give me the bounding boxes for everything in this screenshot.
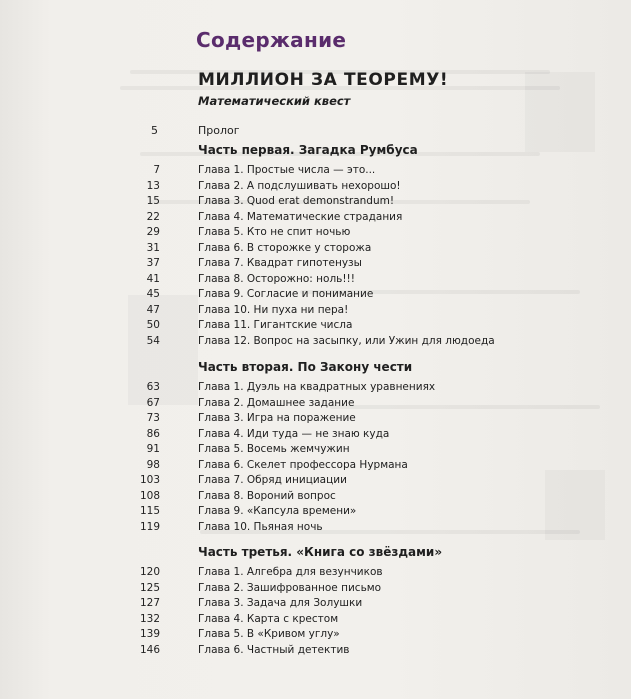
page-number: 45	[146, 288, 160, 300]
page-number: 103	[139, 474, 160, 486]
chapter-title: Глава 4. Иди туда — не знаю куда	[198, 427, 390, 440]
chapter-title: Глава 1. Алгебра для везунчиков	[198, 566, 383, 578]
page-number: 13	[146, 179, 160, 192]
page-number: 125	[139, 581, 160, 594]
chapter-title: Глава 5. В «Кривом углу»	[198, 628, 340, 640]
page-number: 22	[146, 210, 160, 223]
page-number: 98	[146, 458, 160, 471]
part-title: Часть третья. «Книга со звёздами»	[198, 545, 443, 559]
chapter-title: Глава 11. Гигантские числа	[198, 319, 353, 331]
page-number: 29	[146, 226, 160, 238]
chapter-title: Глава 8. Вороний вопрос	[198, 489, 336, 502]
page-number: 67	[146, 396, 160, 409]
page-number: 47	[146, 303, 160, 316]
chapter-title: Глава 7. Обряд инициации	[198, 474, 347, 486]
page-number: 132	[139, 612, 160, 625]
page-number: 86	[146, 427, 160, 440]
page-number: 73	[146, 412, 160, 424]
chapter-title: Глава 12. Вопрос на засыпку, или Ужин для людоеда	[198, 334, 495, 347]
chapter-title: Глава 4. Математические страдания	[198, 210, 403, 223]
page-number: 119	[139, 520, 160, 533]
chapter-title: Глава 9. «Капсула времени»	[198, 505, 357, 517]
chapter-title: Глава 8. Осторожно: ноль!!!	[198, 272, 355, 285]
page-number: 54	[146, 334, 160, 347]
chapter-title: Глава 6. Скелет профессора Нурмана	[198, 458, 408, 471]
page-number: 108	[139, 489, 160, 502]
chapter-title: Глава 2. Зашифрованное письмо	[198, 581, 382, 594]
page-number: 41	[146, 272, 160, 285]
page-number: 115	[139, 505, 160, 517]
chapter-title: Глава 5. Восемь жемчужин	[198, 443, 350, 455]
page-number: 37	[146, 257, 160, 269]
page-number: 120	[139, 566, 160, 578]
page-number: 50	[146, 319, 160, 331]
page-number: 31	[146, 241, 160, 254]
chapter-title: Глава 3. Игра на поражение	[198, 412, 356, 424]
book-title: МИЛЛИОН ЗА ТЕОРЕМУ!	[198, 70, 449, 90]
page-number: 146	[139, 643, 160, 656]
book-subtitle: Математический квест	[198, 94, 351, 108]
chapter-title: Глава 5. Кто не спит ночью	[198, 226, 351, 238]
page-number: 139	[139, 628, 160, 640]
prologue-page-number: 5	[151, 124, 158, 137]
page-number: 63	[146, 381, 160, 393]
chapter-title: Глава 2. А подслушивать нехорошо!	[198, 179, 401, 192]
chapter-title: Глава 10. Ни пуха ни пера!	[198, 303, 349, 316]
page-number: 7	[153, 164, 160, 176]
chapter-title: Глава 1. Простые числа — это...	[198, 164, 376, 176]
page-title: Содержание	[196, 28, 347, 52]
bleed-through-image	[545, 470, 605, 540]
part-title: Часть вторая. По Закону чести	[198, 360, 413, 374]
page-number: 127	[139, 597, 160, 609]
chapter-title: Глава 10. Пьяная ночь	[198, 520, 323, 533]
chapter-title: Глава 1. Дуэль на квадратных уравнениях	[198, 381, 436, 393]
bleed-through-image	[525, 72, 595, 152]
chapter-title: Глава 4. Карта с крестом	[198, 612, 339, 625]
prologue-entry: Пролог	[198, 124, 240, 137]
page-number: 15	[146, 195, 160, 207]
chapter-title: Глава 9. Согласие и понимание	[198, 288, 374, 300]
chapter-title: Глава 3. Задача для Золушки	[198, 597, 363, 609]
part-title: Часть первая. Загадка Румбуса	[198, 143, 418, 157]
chapter-title: Глава 7. Квадрат гипотенузы	[198, 257, 362, 269]
page-number: 91	[146, 443, 160, 455]
chapter-title: Глава 3. Quod erat demonstrandum!	[198, 195, 395, 207]
chapter-title: Глава 6. Частный детектив	[198, 643, 350, 656]
chapter-title: Глава 6. В сторожке у сторожа	[198, 241, 372, 254]
bleed-through-line	[330, 405, 600, 409]
chapter-title: Глава 2. Домашнее задание	[198, 396, 355, 409]
